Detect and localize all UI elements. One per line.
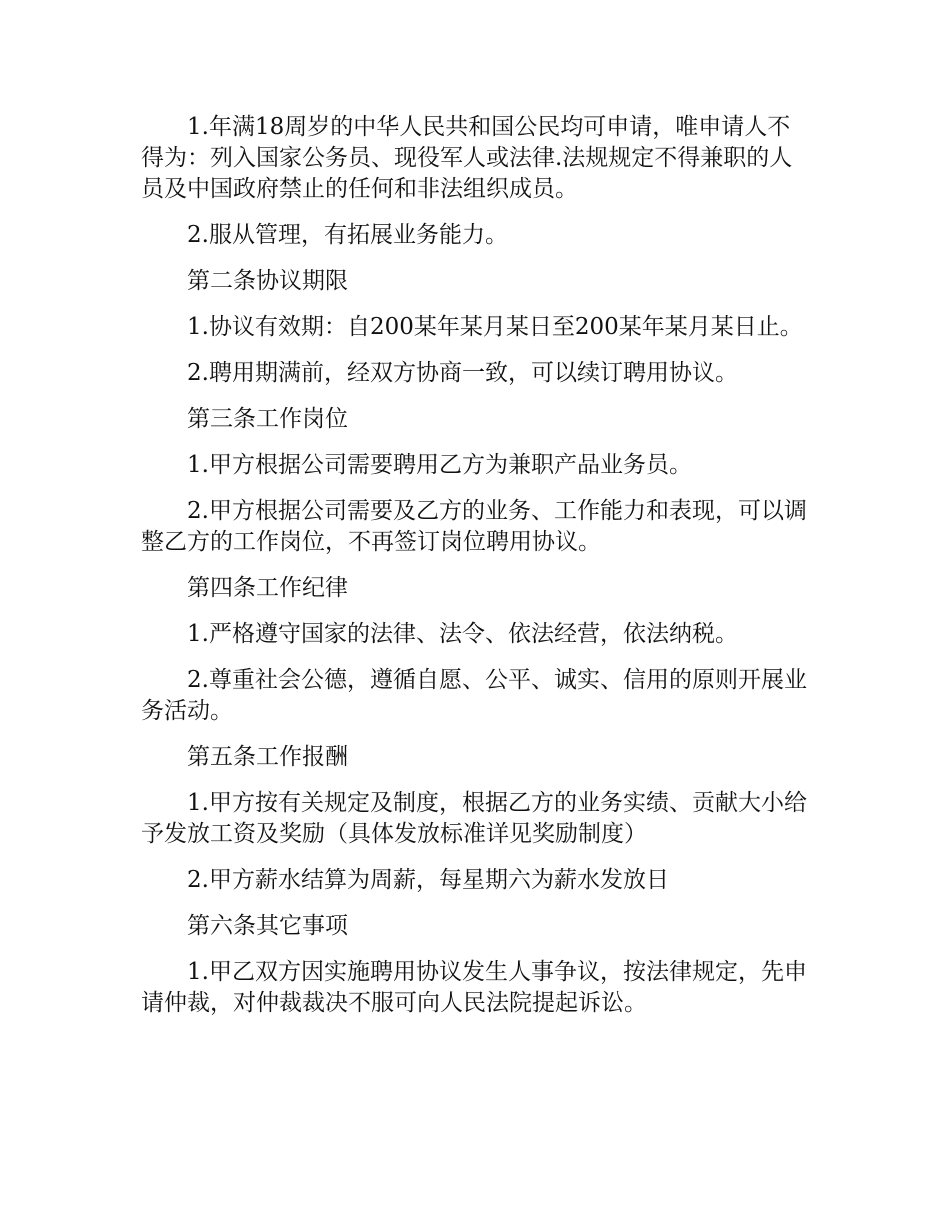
- paragraph-position: 1.甲方根据公司需要聘用乙方为兼职产品业务员。: [187, 452, 692, 478]
- paragraph-position-adjust: 2.甲方根据公司需要及乙方的业务、工作能力和表现，可以调整乙方的工作岗位，不再签订岗位聘用协议。: [141, 498, 807, 555]
- paragraph-renewal: 2.聘用期满前，经双方协商一致，可以续订聘用协议。: [187, 360, 738, 386]
- heading-article-5: 第五条工作报酬: [187, 744, 348, 770]
- paragraph-eligibility: 1.年满18周岁的中华人民共和国公民均可申请，唯申请人不得为：列入国家公务员、现役军人或法律.法规规定不得兼职的人员及中国政府禁止的任何和非法组织成员。: [141, 114, 793, 202]
- paragraph-obey-management: 2.服从管理，有拓展业务能力。: [187, 222, 508, 248]
- paragraph-weekly-pay: 2.甲方薪水结算为周薪，每星期六为薪水发放日: [187, 867, 669, 893]
- paragraph-ethics: 2.尊重社会公德，遵循自愿、公平、诚实、信用的原则开展业务活动。: [141, 667, 807, 724]
- document-body: [141, 112, 811, 1034]
- paragraph-dispute: 1.甲乙双方因实施聘用协议发生人事争议，按法律规定，先申请仲裁，对仲裁裁决不服可向人民法院提起诉讼。: [141, 959, 807, 1016]
- heading-article-3: 第三条工作岗位: [187, 406, 348, 432]
- heading-article-6: 第六条其它事项: [187, 913, 348, 939]
- heading-article-4: 第四条工作纪律: [187, 575, 348, 601]
- paragraph-compensation: 1.甲方按有关规定及制度，根据乙方的业务实绩、贡献大小给予发放工资及奖励（具体发放标准详见奖励制度）: [141, 790, 807, 847]
- paragraph-obey-law: 1.严格遵守国家的法律、法令、依法经营，依法纳税。: [187, 621, 738, 647]
- heading-article-2: 第二条协议期限: [187, 268, 348, 294]
- paragraph-term-validity: 1.协议有效期：自200某年某月某日至200某年某月某日止。: [187, 314, 803, 340]
